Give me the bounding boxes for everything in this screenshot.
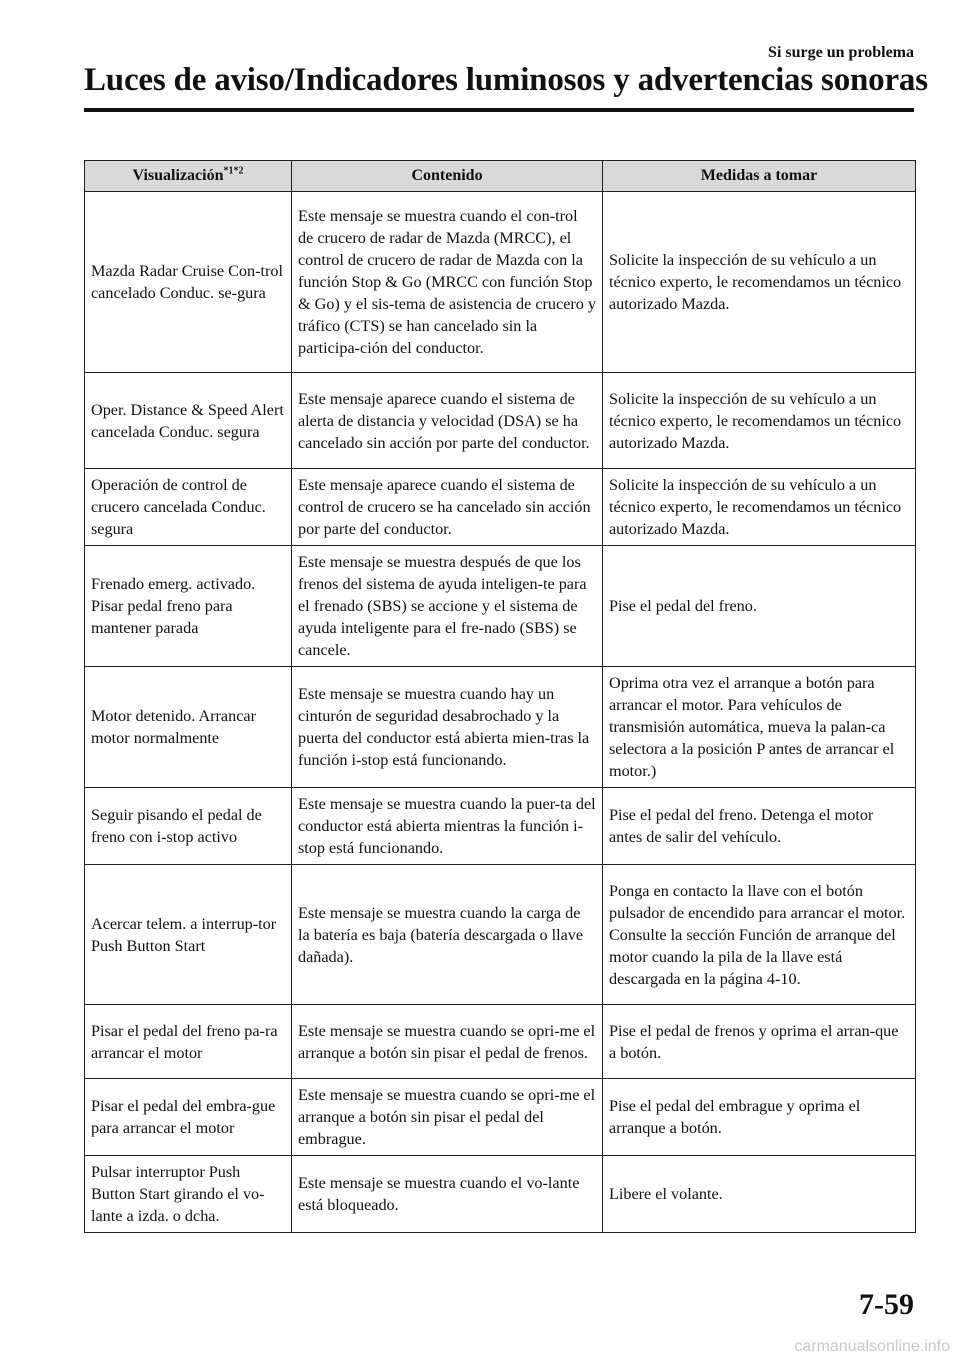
table-row (85, 788, 916, 865)
column-header-display: Visualización$^{*1*2}$ (85, 161, 292, 192)
header-divider (84, 108, 914, 112)
action-cell: Pise el pedal del freno. Detenga el motor antes de salir del vehículo. (603, 788, 916, 865)
content-cell: Este mensaje se muestra cuando el con-trol de crucero de radar de Mazda (MRCC), el control de crucero de radar de Mazda con la función Stop & Go (MRCC con función Stop & Go) y el sis-tema de asistencia de crucero y tráfico (CTS) se han cancelado sin la participa-ción del conductor. (292, 192, 603, 373)
display-cell: Pisar el pedal del freno pa-ra arrancar el motor (85, 1005, 292, 1079)
table-row (85, 192, 916, 373)
content-cell: Este mensaje aparece cuando el sistema de alerta de distancia y velocidad (DSA) se ha cancelado sin acción por parte del conductor. (292, 373, 603, 469)
page-title: Luces de aviso/Indicadores luminosos y advertencias sonoras (84, 62, 928, 98)
content-cell: Este mensaje se muestra cuando se opri-me el arranque a botón sin pisar el pedal de frenos. (292, 1005, 603, 1079)
table-header-row (85, 161, 916, 192)
table-row (85, 1156, 916, 1233)
display-cell: Oper. Distance & Speed Alert cancelada Conduc. segura (85, 373, 292, 469)
column-header-action: Medidas a tomar (603, 161, 916, 192)
content-cell: Este mensaje aparece cuando el sistema de control de crucero se ha cancelado sin acción por parte del conductor. (292, 469, 603, 546)
table-row (85, 1005, 916, 1079)
table-row (85, 1079, 916, 1156)
action-cell: Oprima otra vez el arranque a botón para arrancar el motor. Para vehículos de transmisión automática, mueva la palan-ca selectora a la posición P antes de arrancar el motor.) (603, 667, 916, 788)
display-cell: Acercar telem. a interrup-tor Push Button Start (85, 865, 292, 1005)
table-row (85, 667, 916, 788)
action-cell: Pise el pedal de frenos y oprima el arran-que a botón. (603, 1005, 916, 1079)
display-cell: Operación de control de crucero cancelada Conduc. segura (85, 469, 292, 546)
footnote-marker: *1*2 (223, 165, 244, 177)
display-cell: Pulsar interruptor Push Button Start girando el vo-lante a izda. o dcha. (85, 1156, 292, 1233)
table-row (85, 373, 916, 469)
display-cell: Seguir pisando el pedal de freno con i-stop activo (85, 788, 292, 865)
content-cell: Este mensaje se muestra cuando se opri-me el arranque a botón sin pisar el pedal del embrague. (292, 1079, 603, 1156)
column-header-content: Contenido (292, 161, 603, 192)
warning-messages-table (84, 160, 916, 1233)
action-cell: Ponga en contacto la llave con el botón pulsador de encendido para arrancar el motor. Consulte la sección Función de arranque del motor cuando la pila de la llave está descargada en la página 4-10. (603, 865, 916, 1005)
table-row (85, 546, 916, 667)
content-cell: Este mensaje se muestra cuando hay un cinturón de seguridad desabrochado y la puerta del conductor está abierta mien-tras la función i-stop está funcionando. (292, 667, 603, 788)
content-cell: Este mensaje se muestra cuando la puer-ta del conductor está abierta mientras la función i-stop está funcionando. (292, 788, 603, 865)
action-cell: Solicite la inspección de su vehículo a un técnico experto, le recomendamos un técnico autorizado Mazda. (603, 373, 916, 469)
display-cell: Pisar el pedal del embra-gue para arrancar el motor (85, 1079, 292, 1156)
display-cell: Frenado emerg. activado. Pisar pedal freno para mantener parada (85, 546, 292, 667)
display-cell: Motor detenido. Arrancar motor normalmente (85, 667, 292, 788)
content-cell: Este mensaje se muestra después de que los frenos del sistema de ayuda inteligen-te para el frenado (SBS) se accione y el sistema de ayuda inteligente para el fre-nado (SBS) se cancele. (292, 546, 603, 667)
table-row (85, 865, 916, 1005)
display-cell: Mazda Radar Cruise Con-trol cancelado Conduc. se-gura (85, 192, 292, 373)
table-row (85, 469, 916, 546)
action-cell: Solicite la inspección de su vehículo a un técnico experto, le recomendamos un técnico autorizado Mazda. (603, 192, 916, 373)
content-cell: Este mensaje se muestra cuando la carga de la batería es baja (batería descargada o llave dañada). (292, 865, 603, 1005)
section-title: Si surge un problema (768, 44, 914, 61)
content-cell: Este mensaje se muestra cuando el vo-lante está bloqueado. (292, 1156, 603, 1233)
watermark: carmanualsonline.info (794, 1338, 950, 1355)
page-number: 7-59 (859, 1288, 914, 1321)
action-cell: Solicite la inspección de su vehículo a un técnico experto, le recomendamos un técnico autorizado Mazda. (603, 469, 916, 546)
action-cell: Libere el volante. (603, 1156, 916, 1233)
action-cell: Pise el pedal del freno. (603, 546, 916, 667)
action-cell: Pise el pedal del embrague y oprima el arranque a botón. (603, 1079, 916, 1156)
